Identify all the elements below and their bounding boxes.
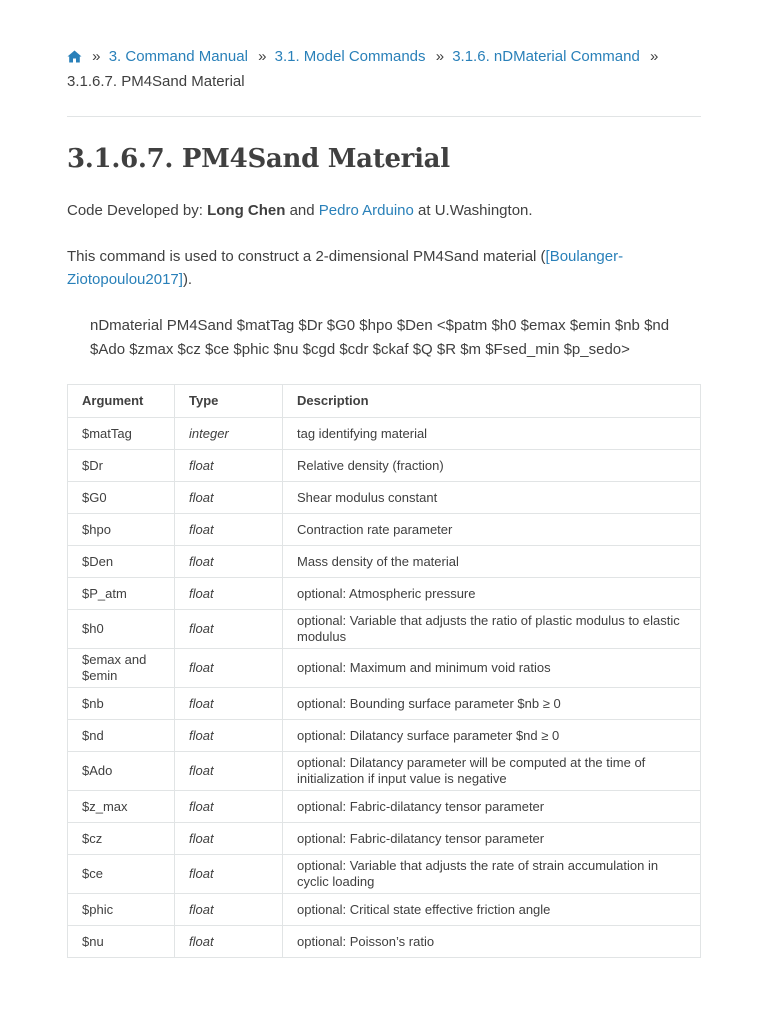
cell-argument: $Dr bbox=[68, 450, 175, 482]
cell-argument: $nu bbox=[68, 926, 175, 958]
cell-type: integer bbox=[175, 418, 283, 450]
cell-description: Shear modulus constant bbox=[283, 482, 701, 514]
header-description: Description bbox=[283, 385, 701, 418]
table-row bbox=[68, 482, 701, 514]
table-row bbox=[68, 791, 701, 823]
cell-description: optional: Variable that adjusts the rate of strain accumulation in cyclic loading bbox=[283, 855, 701, 894]
table-row bbox=[68, 418, 701, 450]
cell-argument: $emax and $emin bbox=[68, 649, 175, 688]
table-row bbox=[68, 514, 701, 546]
breadcrumb-model-commands[interactable]: 3.1. Model Commands bbox=[274, 48, 426, 65]
home-icon[interactable] bbox=[67, 47, 82, 70]
cell-description: optional: Poisson’s ratio bbox=[283, 926, 701, 958]
intro-text: This command is used to construct a 2-dimensional PM4Sand material ( bbox=[67, 248, 546, 265]
cell-description: tag identifying material bbox=[283, 418, 701, 450]
cell-type: float bbox=[175, 610, 283, 649]
table-row bbox=[68, 649, 701, 688]
cell-argument: $Ado bbox=[68, 752, 175, 791]
intro-paragraph bbox=[67, 245, 701, 291]
page-title: 3.1.6.7. PM4Sand Material bbox=[67, 144, 450, 174]
header-type: Type bbox=[175, 385, 283, 418]
table-row bbox=[68, 610, 701, 649]
table-row bbox=[68, 450, 701, 482]
cell-argument: $phic bbox=[68, 894, 175, 926]
divider bbox=[67, 116, 701, 117]
cell-type: float bbox=[175, 514, 283, 546]
cell-argument: $nd bbox=[68, 720, 175, 752]
table-row bbox=[68, 855, 701, 894]
table-row bbox=[68, 720, 701, 752]
cell-description: optional: Fabric-dilatancy tensor parameter bbox=[283, 823, 701, 855]
cell-argument: $G0 bbox=[68, 482, 175, 514]
author-pedro-arduino-link[interactable]: Pedro Arduino bbox=[318, 202, 414, 219]
argument-table bbox=[67, 384, 701, 958]
header-argument: Argument bbox=[68, 385, 175, 418]
credits-and: and bbox=[285, 202, 319, 219]
cell-argument: $P_atm bbox=[68, 578, 175, 610]
cell-type: float bbox=[175, 894, 283, 926]
cell-description: optional: Variable that adjusts the ratio of plastic modulus to elastic modulus bbox=[283, 610, 701, 649]
cell-description: optional: Dilatancy parameter will be computed at the time of initialization if input value is negative bbox=[283, 752, 701, 791]
cell-description: Relative density (fraction) bbox=[283, 450, 701, 482]
breadcrumb-ndmaterial-command[interactable]: 3.1.6. nDMaterial Command bbox=[452, 48, 640, 65]
cell-type: float bbox=[175, 688, 283, 720]
cell-argument: $h0 bbox=[68, 610, 175, 649]
breadcrumb-separator: » bbox=[258, 48, 267, 65]
cell-type: float bbox=[175, 720, 283, 752]
table-row bbox=[68, 823, 701, 855]
cell-description: optional: Dilatancy surface parameter $nd ≥ 0 bbox=[283, 720, 701, 752]
breadcrumb-current: 3.1.6.7. PM4Sand Material bbox=[67, 73, 245, 90]
author-long-chen: Long Chen bbox=[207, 202, 286, 219]
cell-type: float bbox=[175, 823, 283, 855]
table-header-row bbox=[68, 385, 701, 418]
table-row bbox=[68, 926, 701, 958]
cell-description: optional: Maximum and minimum void ratios bbox=[283, 649, 701, 688]
cell-type: float bbox=[175, 450, 283, 482]
cell-argument: $ce bbox=[68, 855, 175, 894]
breadcrumb-separator: » bbox=[435, 48, 445, 65]
cell-argument: $Den bbox=[68, 546, 175, 578]
table-row bbox=[68, 688, 701, 720]
credits-prefix: Code Developed by: bbox=[67, 202, 208, 219]
cell-description: Contraction rate parameter bbox=[283, 514, 701, 546]
table-row bbox=[68, 894, 701, 926]
breadcrumb-separator: » bbox=[649, 48, 659, 65]
reference-link[interactable]: [Boulanger-Ziotopoulou2017] bbox=[67, 248, 624, 288]
cell-argument: $cz bbox=[68, 823, 175, 855]
cell-type: float bbox=[175, 791, 283, 823]
cell-type: float bbox=[175, 752, 283, 791]
intro-end: ). bbox=[182, 271, 193, 288]
credits bbox=[67, 199, 701, 222]
breadcrumb-separator: » bbox=[92, 48, 101, 65]
cell-argument: $nb bbox=[68, 688, 175, 720]
cell-type: float bbox=[175, 546, 283, 578]
cell-description: optional: Atmospheric pressure bbox=[283, 578, 701, 610]
cell-type: float bbox=[175, 578, 283, 610]
table-row bbox=[68, 578, 701, 610]
cell-type: float bbox=[175, 482, 283, 514]
cell-type: float bbox=[175, 649, 283, 688]
credits-suffix: at U.Washington. bbox=[413, 202, 533, 219]
command-syntax: nDmaterial PM4Sand $matTag $Dr $G0 $hpo $Den <$patm $h0 $emax $emin $nb $nd $Ado $zmax $cz $ce $phic $nu $cgd $cdr $ckaf $Q $R $m $Fsed_min $p_sedo> bbox=[90, 317, 670, 358]
table-row bbox=[68, 752, 701, 791]
cell-type: float bbox=[175, 926, 283, 958]
cell-argument: $matTag bbox=[68, 418, 175, 450]
cell-description: optional: Critical state effective friction angle bbox=[283, 894, 701, 926]
cell-description: Mass density of the material bbox=[283, 546, 701, 578]
table-row bbox=[68, 546, 701, 578]
cell-description: optional: Bounding surface parameter $nb ≥ 0 bbox=[283, 688, 701, 720]
cell-argument: $hpo bbox=[68, 514, 175, 546]
breadcrumb-command-manual[interactable]: 3. Command Manual bbox=[108, 48, 248, 65]
breadcrumb bbox=[67, 0, 701, 93]
cell-argument: $z_max bbox=[68, 791, 175, 823]
cell-description: optional: Fabric-dilatancy tensor parameter bbox=[283, 791, 701, 823]
cell-type: float bbox=[175, 855, 283, 894]
